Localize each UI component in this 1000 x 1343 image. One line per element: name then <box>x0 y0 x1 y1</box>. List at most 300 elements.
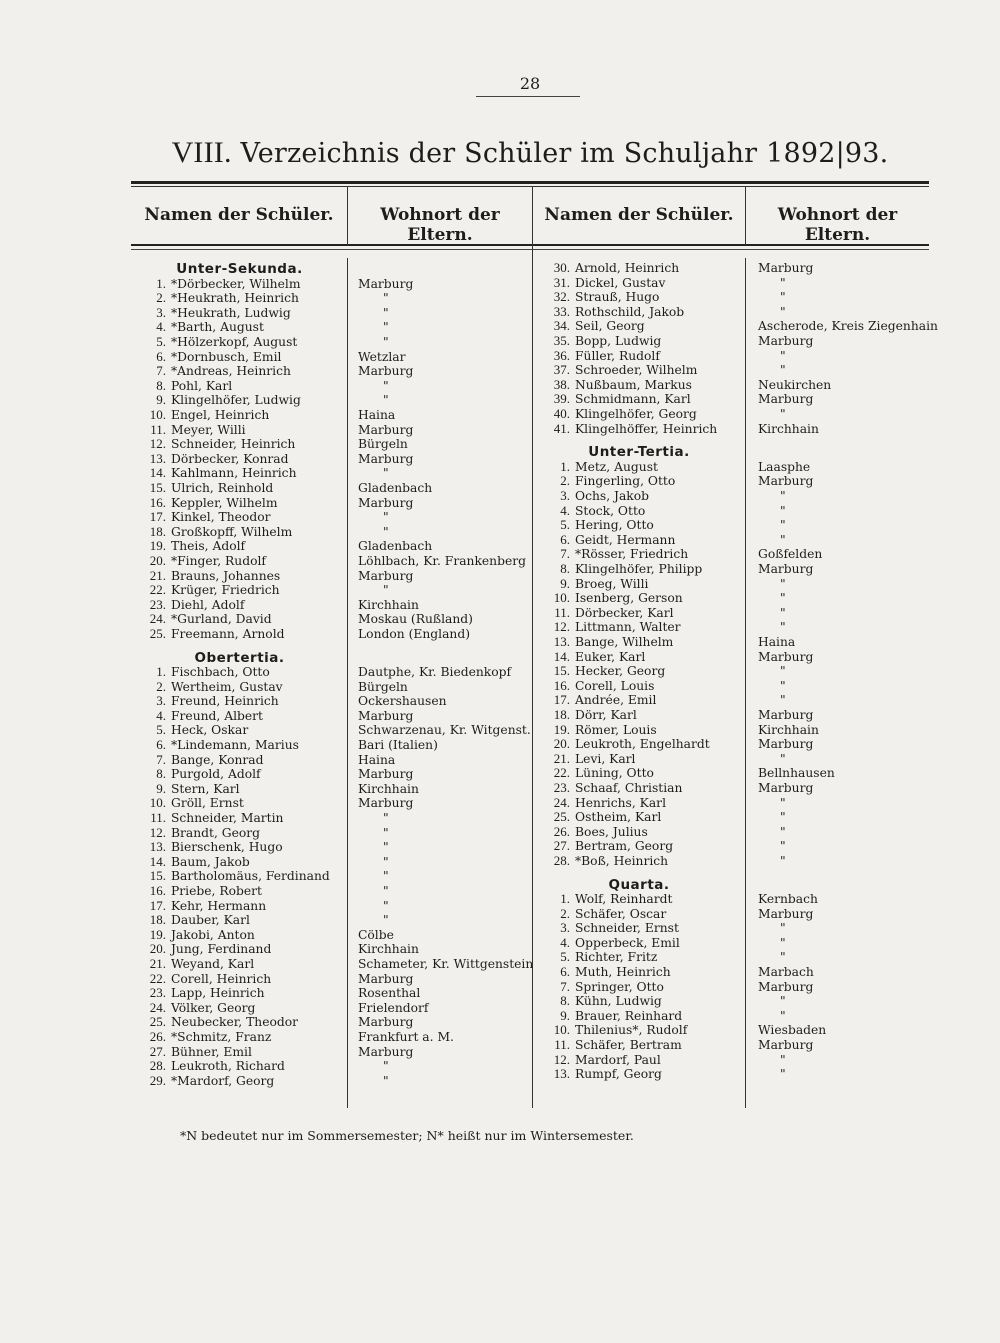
student-name: Richter, Fritz <box>575 950 658 965</box>
student-name: Dörbecker, Karl <box>575 605 674 620</box>
row-number: 9. <box>156 780 166 796</box>
student-name: Völker, Georg <box>171 1000 256 1015</box>
table-row <box>126 1074 274 1089</box>
header-residence-right: Wohnort der Eltern. <box>777 205 898 245</box>
student-name: Diehl, Adolf <box>171 597 245 612</box>
row-number: 8. <box>560 993 570 1009</box>
section-heading: Unter-Sekunda. <box>176 261 303 277</box>
table-row <box>530 1053 661 1068</box>
table-row <box>126 277 300 292</box>
table-row <box>530 305 684 320</box>
student-name: Rothschild, Jakob <box>575 304 685 319</box>
student-name: Klingelhöfer, Ludwig <box>171 393 301 408</box>
student-name: Mardorf, Paul <box>575 1052 661 1067</box>
row-number: 19. <box>149 538 166 554</box>
student-name: *Heukrath, Ludwig <box>171 305 291 320</box>
student-name: Schaaf, Christian <box>575 780 683 795</box>
student-name: Ulrich, Reinhold <box>171 480 274 495</box>
row-number: 30. <box>553 260 570 275</box>
student-name: Jakobi, Anton <box>171 927 255 942</box>
table-row <box>126 1001 255 1016</box>
parents-residence: " <box>383 1059 389 1074</box>
table-row <box>126 796 244 811</box>
parents-residence: " <box>780 290 786 305</box>
row-number: 11. <box>554 604 570 620</box>
table-row <box>126 612 272 627</box>
parents-residence: " <box>780 407 786 421</box>
parents-residence: " <box>383 1073 389 1088</box>
parents-residence: Marburg <box>358 422 414 437</box>
student-name: Theis, Adolf <box>171 539 246 554</box>
student-name: Schmidmann, Karl <box>575 392 691 407</box>
student-name: Thilenius*, Rudolf <box>575 1023 688 1038</box>
table-row <box>126 437 295 452</box>
student-name: Corell, Heinrich <box>171 971 272 986</box>
row-number: 15. <box>553 663 570 679</box>
row-number: 20. <box>553 736 570 752</box>
row-number: 28. <box>149 1058 166 1074</box>
row-number: 2. <box>156 290 166 306</box>
parents-residence: Löhlbach, Kr. Frankenberg <box>358 553 526 568</box>
row-number: 7. <box>560 978 570 994</box>
table-row <box>530 921 679 936</box>
student-name: Boes, Julius <box>575 824 648 839</box>
student-name: *Heukrath, Heinrich <box>171 291 299 306</box>
parents-residence: " <box>780 518 786 533</box>
row-number: 3. <box>156 304 166 320</box>
row-number: 9. <box>560 1007 570 1023</box>
section-heading: Obertertia. <box>194 649 285 666</box>
row-number: 16. <box>149 883 166 898</box>
student-name: *Rösser, Friedrich <box>575 547 689 562</box>
student-name: Ostheim, Karl <box>575 810 662 825</box>
row-number: 23. <box>149 596 166 612</box>
parents-residence: Marburg <box>758 334 814 348</box>
student-name: Neubecker, Theodor <box>171 1015 299 1030</box>
table-row <box>126 627 285 642</box>
row-number: 4. <box>156 707 166 723</box>
parents-residence: Haina <box>758 634 796 649</box>
parents-residence: Kirchhain <box>358 942 419 957</box>
table-header-rule-thin <box>131 249 929 250</box>
parents-residence: Marburg <box>358 276 414 291</box>
student-name: Bange, Wilhelm <box>575 634 674 649</box>
table-row <box>126 680 283 695</box>
student-name: *Andreas, Heinrich <box>171 364 291 379</box>
row-number: 8. <box>156 377 166 393</box>
table-row <box>530 620 681 635</box>
parents-residence: " <box>383 840 389 855</box>
row-number: 37. <box>553 362 570 378</box>
parents-residence: Marburg <box>358 1015 414 1030</box>
row-number: 21. <box>149 956 166 971</box>
row-number: 6. <box>156 348 166 364</box>
table-row <box>530 766 654 781</box>
student-name: Stern, Karl <box>171 781 240 796</box>
table-row <box>530 334 661 349</box>
table-row <box>530 781 682 796</box>
table-row <box>126 510 270 525</box>
student-name: Schäfer, Bertram <box>575 1038 682 1052</box>
parents-residence: Schwarzenau, Kr. Witgenst. <box>358 723 531 738</box>
parents-residence: " <box>780 620 786 635</box>
row-number: 4. <box>560 502 570 518</box>
student-name: Krüger, Friedrich <box>171 583 280 598</box>
row-number: 14. <box>149 465 166 481</box>
row-number: 12. <box>553 1051 570 1067</box>
parents-residence: " <box>780 363 786 378</box>
parents-residence: Marburg <box>758 906 814 921</box>
page-number-rule <box>476 96 580 97</box>
parents-residence: " <box>383 291 389 306</box>
table-row <box>126 738 299 753</box>
parents-residence: Marburg <box>358 796 414 811</box>
table-row <box>530 825 648 840</box>
parents-residence: Kirchhain <box>358 781 419 796</box>
row-number: 18. <box>149 523 166 539</box>
parents-residence: " <box>780 994 786 1009</box>
row-number: 27. <box>149 1043 166 1059</box>
parents-residence: Kernbach <box>758 892 818 906</box>
section-heading: Quarta. <box>608 876 670 893</box>
table-row <box>530 1009 682 1024</box>
row-number: 26. <box>149 1029 166 1044</box>
parents-residence: " <box>780 532 786 547</box>
student-name: Jung, Ferdinand <box>171 942 272 957</box>
row-number: 21. <box>553 750 570 766</box>
parents-residence: " <box>383 825 389 840</box>
table-row <box>530 349 660 364</box>
row-number: 11. <box>150 421 166 437</box>
table-row <box>126 855 250 870</box>
header-residence-left: Wohnort der Eltern. <box>380 205 500 245</box>
student-name: Engel, Heinrich <box>171 407 270 422</box>
student-name: Corell, Louis <box>575 678 655 693</box>
row-number: 6. <box>560 964 570 979</box>
student-name: Römer, Louis <box>575 722 657 737</box>
row-number: 23. <box>553 779 570 795</box>
row-number: 25. <box>149 1014 166 1030</box>
parents-residence: " <box>780 605 786 620</box>
table-row <box>126 466 297 481</box>
row-number: 16. <box>149 494 166 510</box>
parents-residence: " <box>383 913 389 928</box>
parents-residence: Marburg <box>358 1044 414 1059</box>
parents-residence: " <box>383 524 389 539</box>
table-row <box>126 665 270 680</box>
row-number: 3. <box>560 487 570 503</box>
parents-residence: Wetzlar <box>358 349 406 364</box>
row-number: 9. <box>156 392 166 408</box>
parents-residence: Gladenbach <box>358 539 433 554</box>
row-number: 20. <box>149 552 166 568</box>
table-row <box>126 539 245 554</box>
table-row <box>530 276 665 291</box>
student-name: Freund, Albert <box>171 708 263 723</box>
table-row <box>530 422 717 437</box>
parents-residence: " <box>383 378 389 393</box>
row-number: 29. <box>149 1072 166 1088</box>
parents-residence: " <box>383 884 389 898</box>
student-name: Klingelhöffer, Heinrich <box>575 421 718 436</box>
table-row <box>530 1023 687 1038</box>
table-row <box>530 591 683 606</box>
table-top-rule <box>131 181 929 184</box>
table-row <box>530 392 691 407</box>
parents-residence: " <box>383 334 389 349</box>
parents-residence: " <box>383 898 389 913</box>
student-name: Dickel, Gustav <box>575 275 666 290</box>
row-number: 10. <box>149 406 166 422</box>
parents-residence: Marburg <box>758 561 814 576</box>
table-row <box>126 811 283 826</box>
row-number: 10. <box>553 1022 570 1038</box>
table-row <box>530 796 666 811</box>
row-number: 12. <box>149 824 166 840</box>
row-number: 3. <box>156 693 166 709</box>
student-name: Schäfer, Oscar <box>575 906 667 921</box>
student-name: Lapp, Heinrich <box>171 986 265 1001</box>
row-number: 14. <box>149 853 166 869</box>
parents-residence: Marburg <box>758 474 814 489</box>
footnote: *N bedeutet nur im Sommersemester; N* heißt nur im Wintersemester. <box>180 1128 634 1143</box>
parents-residence: London (England) <box>358 626 471 641</box>
row-number: 35. <box>553 333 570 348</box>
row-number: 38. <box>553 376 570 392</box>
student-name: Klingelhöfer, Philipp <box>575 561 703 576</box>
parents-residence: " <box>383 854 389 869</box>
parents-residence: " <box>383 466 389 481</box>
table-row <box>530 679 654 694</box>
parents-residence: " <box>780 488 786 503</box>
row-number: 17. <box>553 692 570 708</box>
student-name: Dörbecker, Konrad <box>171 451 289 466</box>
table-row <box>530 407 697 422</box>
row-number: 25. <box>553 809 570 825</box>
table-row <box>126 496 278 511</box>
parents-residence: Marburg <box>758 649 814 664</box>
student-name: Arnold, Heinrich <box>575 261 680 275</box>
table-row <box>530 363 697 378</box>
student-name: Füller, Rudolf <box>575 348 660 363</box>
parents-residence: Marburg <box>758 261 814 275</box>
student-name: Bierschenk, Hugo <box>171 840 283 855</box>
parents-residence: Neukirchen <box>758 377 832 392</box>
parents-residence: Marburg <box>758 707 814 722</box>
parents-residence: " <box>383 869 389 884</box>
row-number: 1. <box>560 891 570 906</box>
parents-residence: Kirchhain <box>358 597 419 612</box>
row-number: 1. <box>560 458 570 474</box>
row-number: 21. <box>149 567 166 583</box>
student-name: Gröll, Ernst <box>171 796 244 811</box>
table-row <box>126 913 250 928</box>
column-divider <box>347 258 348 1108</box>
student-name: *Finger, Rudolf <box>171 553 266 568</box>
parents-residence: " <box>383 393 389 408</box>
row-number: 26. <box>553 823 570 839</box>
table-row <box>126 840 283 855</box>
table-row <box>530 1067 662 1082</box>
title-roman: VIII. <box>171 136 232 169</box>
row-number: 33. <box>553 303 570 319</box>
parents-residence: " <box>383 583 389 598</box>
student-name: Baum, Jakob <box>171 854 250 869</box>
row-number: 2. <box>560 905 570 921</box>
parents-residence: " <box>383 510 389 525</box>
table-row <box>530 635 673 650</box>
table-row <box>126 481 273 496</box>
table-row <box>126 364 291 379</box>
table-row <box>126 1030 271 1045</box>
row-number: 6. <box>560 531 570 547</box>
student-name: Priebe, Robert <box>171 884 262 898</box>
table-row <box>126 782 240 797</box>
table-row <box>126 350 281 365</box>
row-number: 11. <box>150 810 166 825</box>
table-row <box>530 839 673 854</box>
table-row <box>530 723 657 738</box>
student-name: Metz, August <box>575 459 658 474</box>
parents-residence: " <box>780 1067 786 1082</box>
table-row <box>530 752 635 767</box>
parents-residence: Frankfurt a. M. <box>358 1030 454 1044</box>
student-name: Schroeder, Wilhelm <box>575 363 698 378</box>
student-name: Brandt, Georg <box>171 825 261 840</box>
table-row <box>126 972 271 987</box>
table-row <box>126 753 264 768</box>
row-number: 5. <box>156 333 166 349</box>
parents-residence: Marburg <box>358 568 414 583</box>
row-number: 12. <box>553 619 570 635</box>
parents-residence: Rosenthal <box>358 986 421 1001</box>
row-number: 36. <box>553 347 570 363</box>
student-name: Strauß, Hugo <box>575 290 660 305</box>
row-number: 18. <box>553 706 570 722</box>
row-number: 13. <box>553 633 570 649</box>
parents-residence: Bürgeln <box>358 679 408 694</box>
table-row <box>530 290 659 305</box>
row-number: 5. <box>560 517 570 533</box>
parents-residence: " <box>780 576 786 591</box>
table-row <box>126 899 266 914</box>
row-number: 10. <box>149 795 166 811</box>
row-number: 9. <box>560 575 570 591</box>
table-row <box>126 709 263 724</box>
parents-residence: " <box>780 1052 786 1067</box>
row-number: 4. <box>156 319 166 335</box>
parents-residence: Marburg <box>758 737 814 752</box>
table-row <box>126 1015 298 1030</box>
student-name: Dörr, Karl <box>575 707 637 722</box>
table-row <box>126 986 265 1001</box>
student-name: Isenberg, Gerson <box>575 591 683 606</box>
table-row <box>126 928 255 943</box>
parents-residence: Marburg <box>358 971 414 986</box>
table-row <box>126 869 330 884</box>
table-row <box>126 694 279 709</box>
parents-residence: Ockershausen <box>358 694 447 709</box>
student-name: *Boß, Heinrich <box>575 853 669 868</box>
table-row <box>530 650 645 665</box>
student-name: Hecker, Georg <box>575 664 666 679</box>
table-row <box>530 319 645 334</box>
parents-residence: Haina <box>358 407 396 422</box>
table-row <box>530 378 692 393</box>
parents-residence: Marbach <box>758 965 814 979</box>
student-name: Schneider, Heinrich <box>171 437 296 452</box>
parents-residence: Ascherode, Kreis Ziegenhain <box>758 319 938 334</box>
row-number: 22. <box>149 582 166 598</box>
student-name: Fingerling, Otto <box>575 474 676 489</box>
table-row <box>126 379 232 394</box>
student-name: Meyer, Willi <box>171 422 246 437</box>
student-name: Nußbaum, Markus <box>575 377 692 392</box>
table-row <box>530 261 679 276</box>
student-name: Wertheim, Gustav <box>171 679 283 694</box>
table-row <box>530 693 656 708</box>
student-name: Kahlmann, Heinrich <box>171 466 297 481</box>
row-number: 7. <box>156 751 166 767</box>
student-name: Weyand, Karl <box>171 957 255 971</box>
parents-residence: Marburg <box>358 495 414 510</box>
student-name: *Dörbecker, Wilhelm <box>171 276 301 291</box>
parents-residence: " <box>383 305 389 320</box>
parents-residence: Bürgeln <box>358 437 408 452</box>
table-row <box>530 854 668 869</box>
student-name: Keppler, Wilhelm <box>171 495 278 510</box>
row-number: 17. <box>149 509 166 525</box>
student-name: Leukroth, Engelhardt <box>575 737 710 752</box>
table-row <box>126 320 264 335</box>
table-row <box>126 583 280 598</box>
student-name: Bühner, Emil <box>171 1044 252 1059</box>
parents-residence: " <box>780 824 786 839</box>
table-row <box>126 335 297 350</box>
parents-residence: " <box>780 853 786 868</box>
table-row <box>530 1038 682 1053</box>
parents-residence: " <box>780 751 786 766</box>
row-number: 39. <box>553 391 570 407</box>
table-row <box>530 892 672 907</box>
table-row <box>530 460 658 475</box>
student-name: Andrée, Emil <box>575 693 657 708</box>
table-row <box>126 291 299 306</box>
student-name: Wolf, Reinhardt <box>575 892 673 906</box>
row-number: 20. <box>149 941 166 957</box>
student-name: Levi, Karl <box>575 751 636 766</box>
row-number: 13. <box>553 1066 570 1082</box>
parents-residence: " <box>780 795 786 810</box>
parents-residence: " <box>780 1008 786 1023</box>
row-number: 2. <box>560 473 570 489</box>
parents-residence: Moskau (Rußland) <box>358 612 473 627</box>
student-name: *Hölzerkopf, August <box>171 334 298 349</box>
student-name: Heck, Oskar <box>171 723 249 738</box>
table-row <box>530 504 645 519</box>
parents-residence: Kirchhain <box>758 421 819 436</box>
row-number: 24. <box>553 794 570 810</box>
row-number: 40. <box>553 406 570 421</box>
section-heading: Unter-Tertia. <box>588 444 690 461</box>
student-name: Bartholomäus, Ferdinand <box>171 869 330 884</box>
table-row <box>530 664 665 679</box>
parents-residence: Schameter, Kr. Wittgenstein <box>358 957 534 971</box>
row-number: 32. <box>553 289 570 305</box>
student-name: Henrichs, Karl <box>575 795 666 810</box>
row-number: 22. <box>553 765 570 781</box>
table-row <box>530 518 654 533</box>
